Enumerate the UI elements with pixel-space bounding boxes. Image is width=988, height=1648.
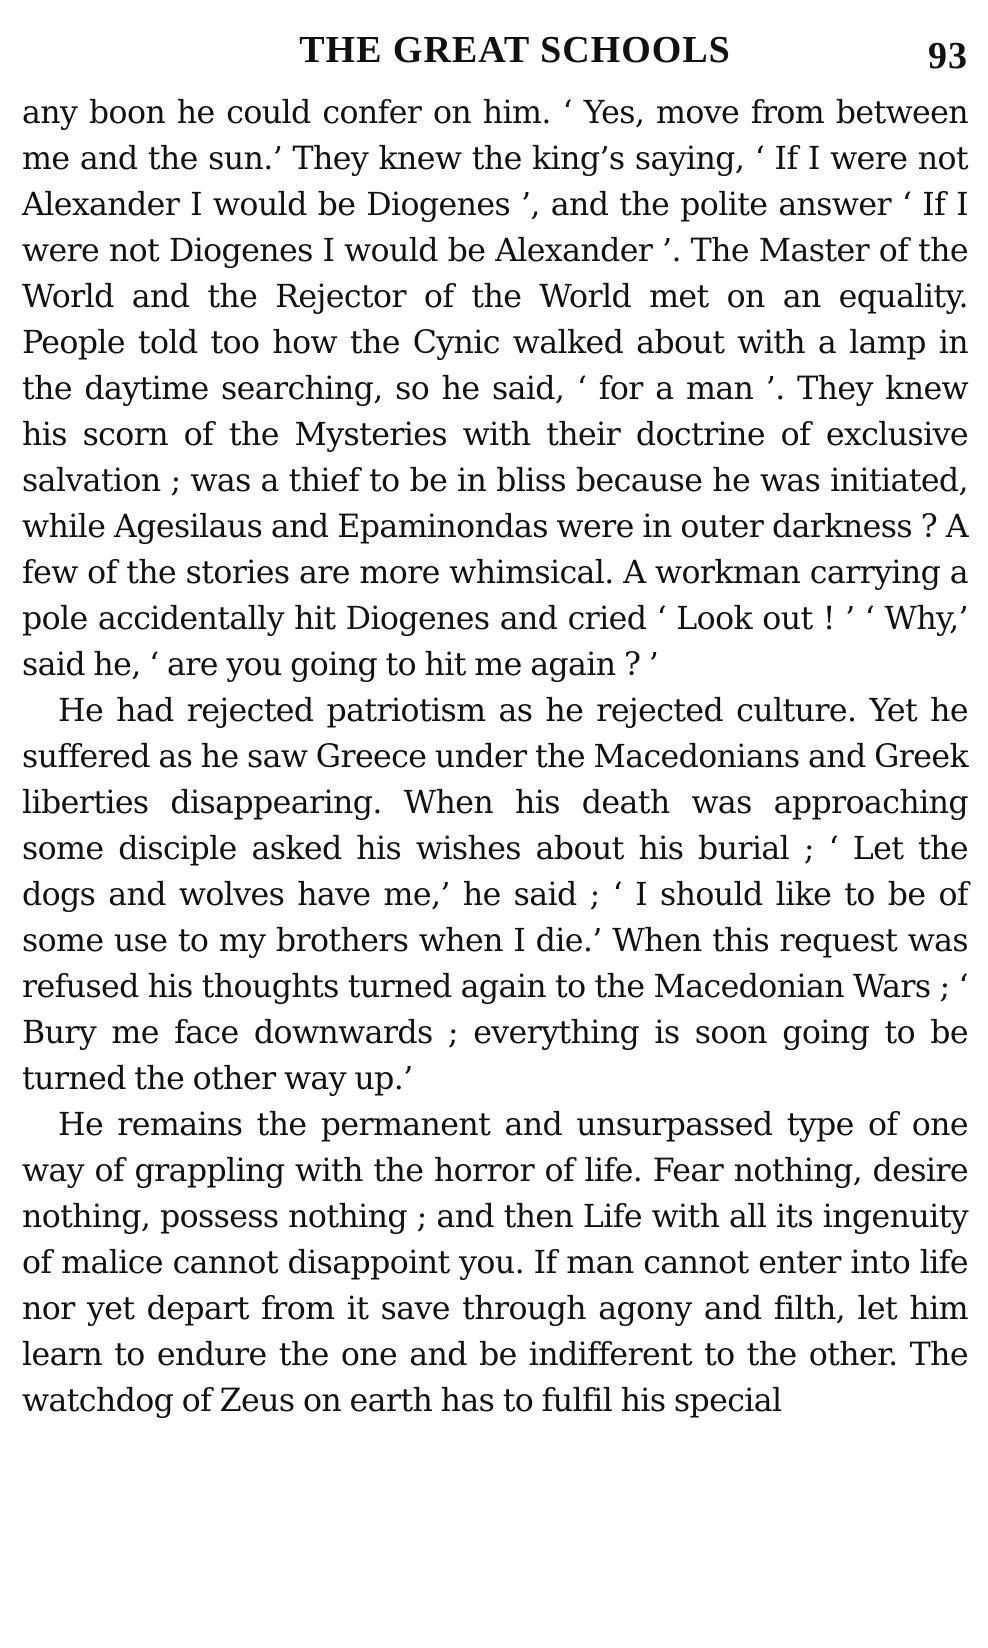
running-title: THE GREAT SCHOOLS	[299, 29, 731, 71]
running-head	[22, 22, 968, 82]
page-number: 93	[928, 35, 968, 77]
paragraph-2: He had rejected patriotism as he rejected culture. Yet he suffered as he saw Greece under the Macedonians and Greek liberties disappearing. When his death was approaching some disciple asked his wishes about his burial ; ‘ Let the dogs and wolves have me,’ he said ; ‘ I should like to be of some use to my brothers when I die.’ When this request was refused his thoughts turned again to the Macedonian Wars ; ‘ Bury me face downwards ; everything is soon going to be turned the other way up.’	[22, 693, 968, 1097]
book-page	[22, 22, 968, 1424]
paragraph-3: He remains the permanent and unsurpassed type of one way of grappling with the horror of life. Fear nothing, desire nothing, possess nothing ; and then Life with all its ingenuity of malice cannot disappoint you. If man cannot enter into life nor yet depart from it save through agony and filth, let him learn to endure the one and be indifferent to the other. The watchdog of Zeus on earth has to fulfil his special	[22, 1107, 968, 1419]
paragraph-1: any boon he could confer on him. ‘ Yes, move from between me and the sun.’ They knew the king’s saying, ‘ If I were not Alexander I would be Diogenes ’, and the polite answer ‘ If I were not Diogenes I would be Alexander ’. The Master of the World and the Rejector of the World met on an equality. People told too how the Cynic walked about with a lamp in the daytime searching, so he said, ‘ for a man ’. They knew his scorn of the Mysteries with their doctrine of exclusive salvation ; was a thief to be in bliss because he was initiated, while Agesilaus and Epaminondas were in outer darkness ? A few of the stories are more whimsical. A workman carrying a pole accidentally hit Diogenes and cried ‘ Look out ! ’ ‘ Why,’ said he, ‘ are you going to hit me again ? ’	[22, 95, 968, 683]
body-text	[22, 90, 968, 1424]
